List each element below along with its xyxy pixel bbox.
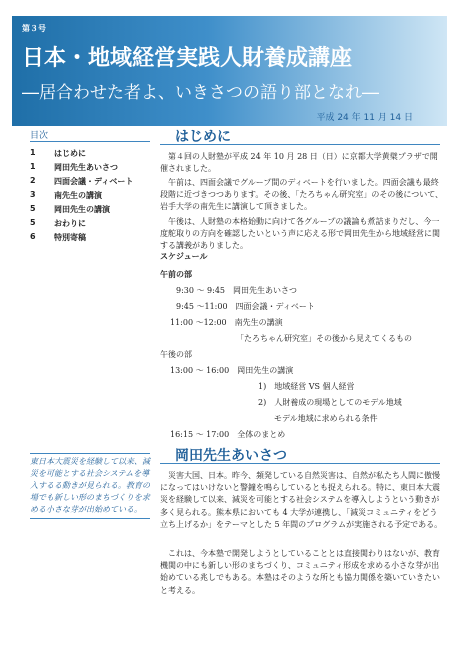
toc-item[interactable]: 2 四面会議・ディベート [30,176,134,186]
schedule-item: 「たろちゃん研究室」その後から見えてくるもの [236,334,412,343]
intro-paragraph-3: 午後は、人財塾の本格始動に向けて各グループの議論も煮詰まりだし、今一度舵取りの方向を確認したいという声に応える形で岡田先生から地域経営に関する講義がありました。 [160,217,440,251]
schedule-item: 2) 人財養成の現場としてのモデル地域 [258,398,402,407]
schedule-title: スケジュール [160,252,208,261]
table-of-contents [30,148,133,246]
toc-item[interactable]: 5 岡田先生の講演 [30,204,110,214]
schedule-item: 11:00 〜12:00 南先生の講演 [170,318,283,327]
greeting-paragraph-2: これは、今本塾で開発しようとしていることとは直接関わりはないが、教育機関の中にも新しい形のまちづくり、コミュニティ形成を求める小さな芽が出始めている兆しでもある。本塾はそのような所とも協力関係を築いていきたいと考える。 [160,549,440,595]
toc-item[interactable]: 1 はじめに [30,148,86,158]
issue-number: 第３号 [22,24,46,33]
toc-item[interactable]: 5 おわりに [30,218,86,228]
intro-paragraph-1: 第４回の人財塾が平成 24 年 10 月 28 日（日）に京都大学黄檗プラザで開催されました。 [160,152,438,174]
schedule-am-label: 午前の部 [160,270,192,279]
pull-quote: 東日本大震災を経験して以来、減災を可能とする社会システムを導入するる動きが見られる。教育の場でも新しい形のまちづくりを求める小さな芽が出始めている。 [30,453,150,519]
page-subtitle: ―居合わせた者よ、いきさつの語り部となれ― [22,83,379,103]
section-divider [160,463,440,464]
toc-item[interactable]: 3 南先生の講演 [30,190,102,200]
toc-item[interactable]: 6 特別寄稿 [30,232,86,242]
schedule-item: 9:45 〜11:00 四面会議・ディベート [176,302,315,311]
schedule-pm-label: 午後の部 [160,350,192,359]
page-title: 日本・地域経営実践人財養成講座 [22,46,353,71]
intro-paragraph-2: 午前は、四面会議でグループ間のディベートを行いました。四面会議も最終段階に近づきつつあります。その後、「たろちゃん研究室」のその後について、岩手大学の南先生に講演して頂きました。 [160,178,444,212]
section-heading-intro: はじめに [175,129,231,145]
issue-date: 平成 24 年 11 月 14 日 [316,113,413,123]
toc-divider [30,141,150,142]
schedule-item: 9:30 〜 9:45 岡田先生あいさつ [176,286,298,295]
schedule-item: モデル地域に求められる条件 [274,414,378,423]
schedule-item: 1) 地域経営 VS 個人経営 [258,382,355,391]
greeting-paragraph-1: 災害大国、日本。昨今、頻発している自然災害は、自然が私たち人間に傲慢になってはいけないと警鐘を鳴らしているとも捉えられる。特に、東日本大震災を経験して以来、減災を可能とする社会システムを導入しようという動きが多く見られる。熊本県においても 4 大学が連携し、「減災コミュニティをどう立ち上げるか」をテーマとした 5 年間のプログラムが実施される予定である。 [160,471,443,529]
section-divider [160,144,440,145]
schedule-item: 16:15 〜 17:00 全体のまとめ [170,430,286,439]
toc-item[interactable]: 1 岡田先生あいさつ [30,162,118,172]
toc-title: 目次 [30,131,49,141]
section-heading-greeting: 岡田先生あいさつ [175,448,287,464]
schedule-item: 13:00 〜 16:00 岡田先生の講演 [170,366,294,375]
